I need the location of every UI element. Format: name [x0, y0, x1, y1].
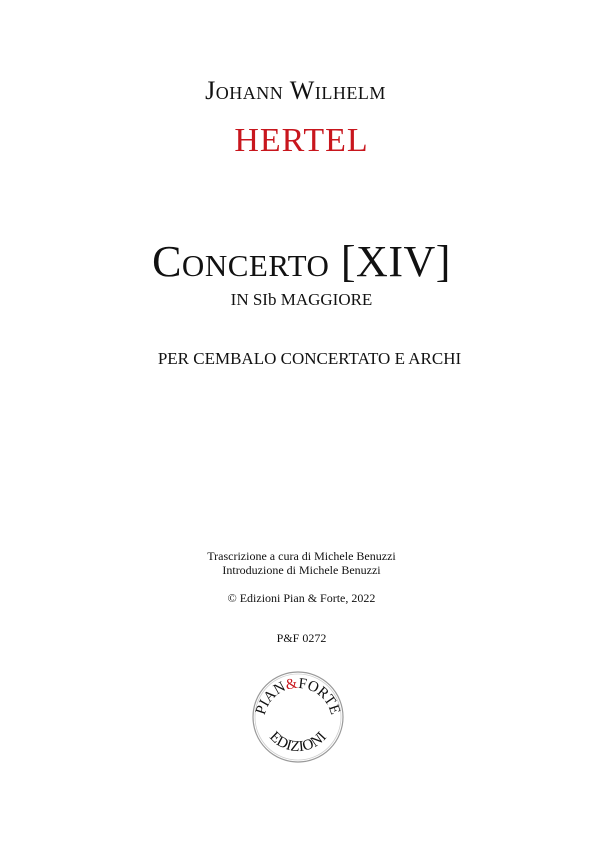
catalog-number: P&F 0272 [276, 631, 327, 645]
work-instrumentation: PER CEMBALO CONCERTATO E ARCHI [157, 349, 462, 368]
composer-first-names: Johann Wilhelm [205, 76, 386, 105]
copyright-notice: © Edizioni Pian & Forte, 2022 [227, 591, 376, 605]
work-key: IN SIb MAGGIORE [230, 290, 373, 309]
introduction-credit: Introduzione di Michele Benuzzi [222, 563, 381, 577]
publisher-logo-seal [251, 670, 345, 764]
composer-surname: HERTEL [234, 122, 369, 159]
transcription-credit: Trascrizione a cura di Michele Benuzzi [207, 549, 396, 563]
seal-text-top: PIAN&FORTE [252, 675, 344, 717]
work-title: Concerto [XIV] [152, 237, 451, 286]
seal-text-bottom: EDIZIONI [266, 728, 330, 756]
